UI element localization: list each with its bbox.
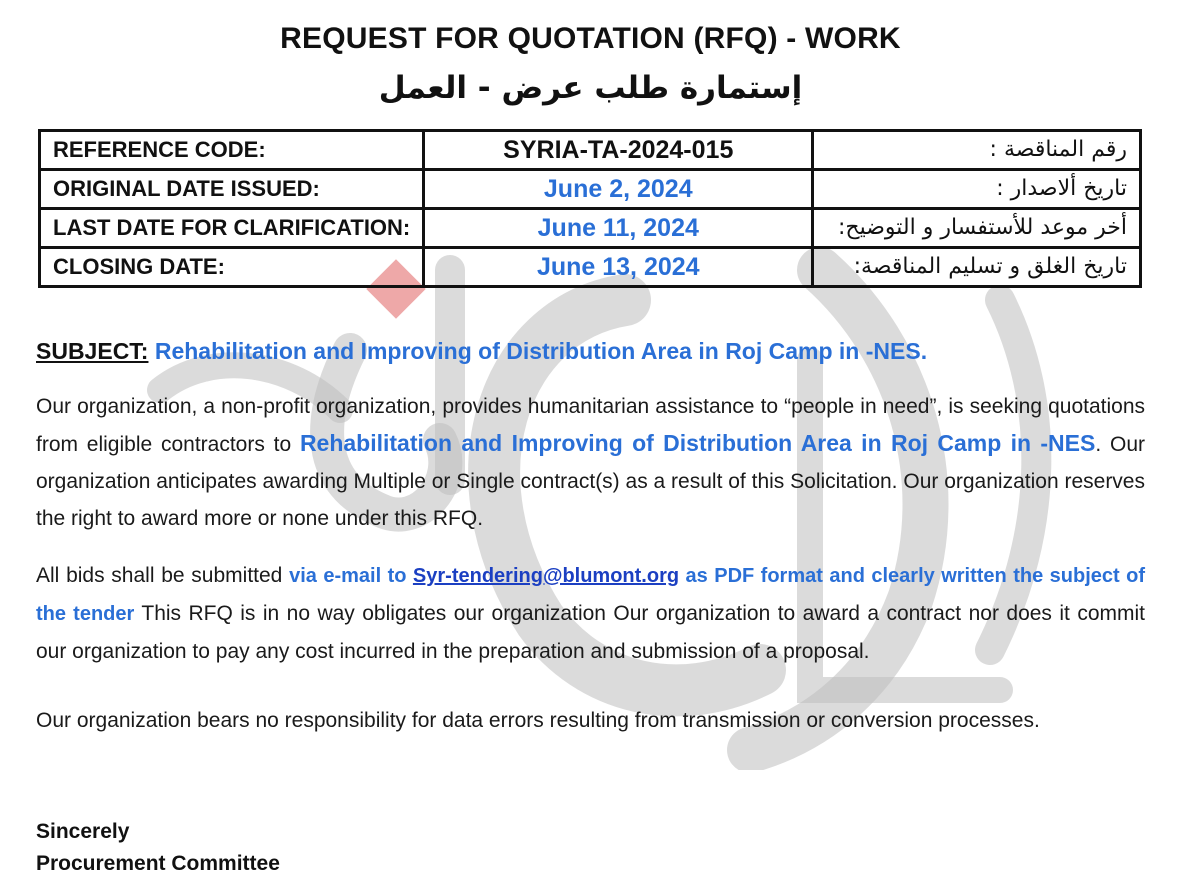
document-title: REQUEST FOR QUOTATION (RFQ) - WORK (280, 22, 901, 55)
submission-method-text: via e-mail to (289, 565, 413, 587)
reference-code-value: SYRIA-TA-2024-015 (424, 131, 813, 170)
date-issued-value: June 2, 2024 (424, 170, 813, 209)
intro-text-start: Our organization, a non-profit organization, provides humanitarian assistance to “people in need”, is seeking quotations from eligible contractors to (36, 395, 1145, 456)
submission-text-end: This RFQ is in no way obligates our organization Our organization to award a contract nor does it commit our organization to pay any cost incurred in the preparation and submission of a proposal. (36, 602, 1145, 663)
document-title-arabic: إستمارة طلب عرض - العمل (378, 70, 803, 106)
table-row (40, 248, 1141, 287)
subject-line (36, 338, 927, 365)
intro-text-end: . Our organization anticipates awarding Multiple or Single contract(s) as a result of this Solicitation. Our organization reserves the right to award more or none under this RFQ. (36, 433, 1145, 530)
intro-project-name: Rehabilitation and Improving of Distribution Area in Roj Camp in -NES (299, 430, 1096, 456)
date-issued-label: ORIGINAL DATE ISSUED: (40, 170, 424, 209)
date-issued-label-arabic: تاريخ ألاصدار : (813, 170, 1141, 209)
submission-paragraph (36, 557, 1145, 670)
table-row (40, 170, 1141, 209)
subject-label: SUBJECT: (36, 338, 149, 364)
clarification-date-label: LAST DATE FOR CLARIFICATION: (40, 209, 424, 248)
submission-format-text: as PDF format and clearly written the subject of the tender (36, 565, 1145, 625)
submission-email-link[interactable]: Syr-tendering@blumont.org (412, 565, 680, 587)
clarification-date-value: June 11, 2024 (424, 209, 813, 248)
intro-paragraph (36, 388, 1145, 537)
reference-code-label: REFERENCE CODE: (40, 131, 424, 170)
disclaimer-paragraph: Our organization bears no responsibility for data errors resulting from transmission or conversion processes. (36, 709, 1040, 732)
clarification-date-label-arabic: أخر موعد للأستفسار و التوضيح: (813, 209, 1141, 248)
table-row (40, 131, 1141, 170)
closing-date-label: CLOSING DATE: (40, 248, 424, 287)
signature-committee: Procurement Committee (36, 852, 280, 875)
closing-date-value: June 13, 2024 (424, 248, 813, 287)
submission-text-start: All bids shall be submitted (36, 564, 290, 587)
signature-closing: Sincerely (36, 820, 130, 843)
reference-code-label-arabic: رقم المناقصة : (813, 131, 1141, 170)
table-row (40, 209, 1141, 248)
subject-text: Rehabilitation and Improving of Distribution Area in Roj Camp in -NES. (154, 338, 928, 364)
closing-date-label-arabic: تاريخ الغلق و تسليم المناقصة: (813, 248, 1141, 287)
reference-table (38, 129, 1142, 288)
